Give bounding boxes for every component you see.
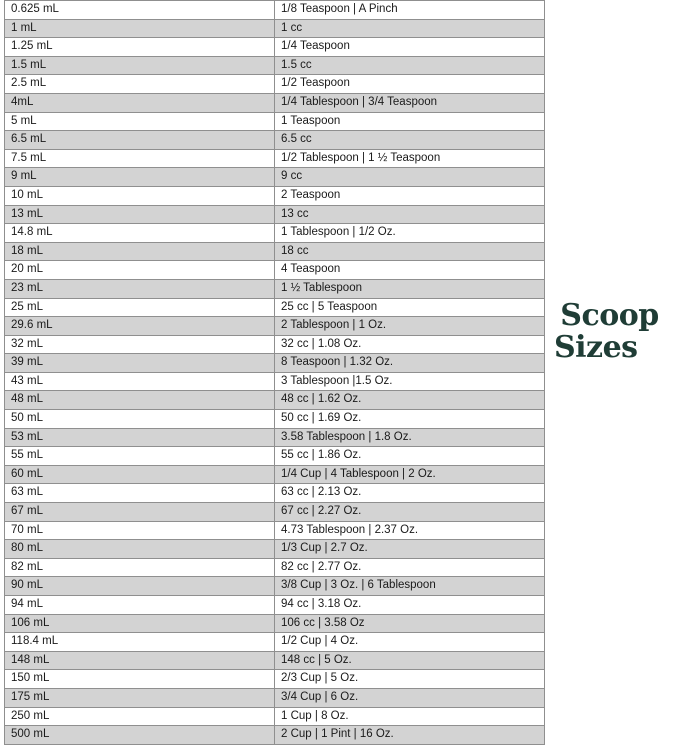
cell-equivalent: 48 cc | 1.62 Oz. bbox=[275, 391, 545, 410]
cell-equivalent: 148 cc | 5 Oz. bbox=[275, 651, 545, 670]
table-row bbox=[5, 186, 545, 205]
cell-equivalent: 2 Cup | 1 Pint | 16 Oz. bbox=[275, 726, 545, 745]
cell-equivalent: 3/4 Cup | 6 Oz. bbox=[275, 688, 545, 707]
table-row bbox=[5, 279, 545, 298]
cell-volume: 82 mL bbox=[5, 558, 275, 577]
cell-volume: 53 mL bbox=[5, 428, 275, 447]
table-row bbox=[5, 577, 545, 596]
table-row bbox=[5, 484, 545, 503]
cell-volume: 63 mL bbox=[5, 484, 275, 503]
cell-volume: 48 mL bbox=[5, 391, 275, 410]
cell-equivalent: 1/4 Cup | 4 Tablespoon | 2 Oz. bbox=[275, 465, 545, 484]
table-row bbox=[5, 149, 545, 168]
cell-equivalent: 63 cc | 2.13 Oz. bbox=[275, 484, 545, 503]
cell-volume: 250 mL bbox=[5, 707, 275, 726]
cell-equivalent: 1/3 Cup | 2.7 Oz. bbox=[275, 540, 545, 559]
cell-equivalent: 1 Cup | 8 Oz. bbox=[275, 707, 545, 726]
cell-volume: 1 mL bbox=[5, 19, 275, 38]
cell-equivalent: 8 Teaspoon | 1.32 Oz. bbox=[275, 354, 545, 373]
table-body bbox=[5, 1, 545, 745]
table-row bbox=[5, 688, 545, 707]
table-row bbox=[5, 726, 545, 745]
table-row bbox=[5, 670, 545, 689]
cell-volume: 500 mL bbox=[5, 726, 275, 745]
cell-equivalent: 6.5 cc bbox=[275, 131, 545, 150]
table-row bbox=[5, 503, 545, 522]
cell-equivalent: 1/2 Teaspoon bbox=[275, 75, 545, 94]
table-row bbox=[5, 707, 545, 726]
cell-volume: 150 mL bbox=[5, 670, 275, 689]
cell-volume: 20 mL bbox=[5, 261, 275, 280]
cell-volume: 2.5 mL bbox=[5, 75, 275, 94]
table-row bbox=[5, 298, 545, 317]
cell-volume: 4mL bbox=[5, 93, 275, 112]
table-row bbox=[5, 335, 545, 354]
cell-equivalent: 50 cc | 1.69 Oz. bbox=[275, 410, 545, 429]
table-row bbox=[5, 19, 545, 38]
cell-equivalent: 4.73 Tablespoon | 2.37 Oz. bbox=[275, 521, 545, 540]
cell-volume: 1.25 mL bbox=[5, 38, 275, 57]
cell-volume: 67 mL bbox=[5, 503, 275, 522]
table-row bbox=[5, 1, 545, 20]
cell-equivalent: 1/2 Tablespoon | 1 ½ Teaspoon bbox=[275, 149, 545, 168]
table-row bbox=[5, 410, 545, 429]
table-row bbox=[5, 596, 545, 615]
table-row bbox=[5, 317, 545, 336]
table-row bbox=[5, 75, 545, 94]
cell-volume: 23 mL bbox=[5, 279, 275, 298]
brand-logo bbox=[540, 300, 679, 364]
cell-volume: 14.8 mL bbox=[5, 224, 275, 243]
cell-volume: 55 mL bbox=[5, 447, 275, 466]
cell-volume: 1.5 mL bbox=[5, 56, 275, 75]
cell-volume: 39 mL bbox=[5, 354, 275, 373]
cell-equivalent: 3.58 Tablespoon | 1.8 Oz. bbox=[275, 428, 545, 447]
cell-equivalent: 94 cc | 3.18 Oz. bbox=[275, 596, 545, 615]
table-row bbox=[5, 56, 545, 75]
cell-volume: 29.6 mL bbox=[5, 317, 275, 336]
cell-volume: 9 mL bbox=[5, 168, 275, 187]
cell-equivalent: 3 Tablespoon |1.5 Oz. bbox=[275, 372, 545, 391]
table-row bbox=[5, 465, 545, 484]
cell-equivalent: 1 Tablespoon | 1/2 Oz. bbox=[275, 224, 545, 243]
cell-volume: 6.5 mL bbox=[5, 131, 275, 150]
scoop-size-table bbox=[4, 0, 545, 745]
cell-equivalent: 3/8 Cup | 3 Oz. | 6 Tablespoon bbox=[275, 577, 545, 596]
cell-volume: 18 mL bbox=[5, 242, 275, 261]
cell-equivalent: 1.5 cc bbox=[275, 56, 545, 75]
table-row bbox=[5, 205, 545, 224]
cell-equivalent: 1 Teaspoon bbox=[275, 112, 545, 131]
cell-equivalent: 2/3 Cup | 5 Oz. bbox=[275, 670, 545, 689]
cell-equivalent: 82 cc | 2.77 Oz. bbox=[275, 558, 545, 577]
cell-equivalent: 1/4 Tablespoon | 3/4 Teaspoon bbox=[275, 93, 545, 112]
cell-equivalent: 9 cc bbox=[275, 168, 545, 187]
cell-equivalent: 1/8 Teaspoon | A Pinch bbox=[275, 1, 545, 20]
table-row bbox=[5, 391, 545, 410]
logo-line-1: Scoop bbox=[560, 298, 659, 333]
cell-volume: 106 mL bbox=[5, 614, 275, 633]
cell-equivalent: 2 Teaspoon bbox=[275, 186, 545, 205]
cell-volume: 25 mL bbox=[5, 298, 275, 317]
cell-equivalent: 1/4 Teaspoon bbox=[275, 38, 545, 57]
table-row bbox=[5, 224, 545, 243]
table-row bbox=[5, 651, 545, 670]
table-row bbox=[5, 354, 545, 373]
cell-volume: 175 mL bbox=[5, 688, 275, 707]
table-row bbox=[5, 614, 545, 633]
cell-equivalent: 25 cc | 5 Teaspoon bbox=[275, 298, 545, 317]
cell-volume: 5 mL bbox=[5, 112, 275, 131]
table-row bbox=[5, 558, 545, 577]
table-row bbox=[5, 521, 545, 540]
cell-volume: 90 mL bbox=[5, 577, 275, 596]
cell-volume: 94 mL bbox=[5, 596, 275, 615]
table-row bbox=[5, 242, 545, 261]
table-row bbox=[5, 168, 545, 187]
cell-volume: 13 mL bbox=[5, 205, 275, 224]
cell-equivalent: 1/2 Cup | 4 Oz. bbox=[275, 633, 545, 652]
cell-equivalent: 32 cc | 1.08 Oz. bbox=[275, 335, 545, 354]
table-row bbox=[5, 261, 545, 280]
cell-volume: 118.4 mL bbox=[5, 633, 275, 652]
cell-volume: 80 mL bbox=[5, 540, 275, 559]
cell-equivalent: 1 ½ Tablespoon bbox=[275, 279, 545, 298]
cell-volume: 10 mL bbox=[5, 186, 275, 205]
cell-equivalent: 2 Tablespoon | 1 Oz. bbox=[275, 317, 545, 336]
table-row bbox=[5, 540, 545, 559]
table-row bbox=[5, 447, 545, 466]
cell-equivalent: 67 cc | 2.27 Oz. bbox=[275, 503, 545, 522]
cell-equivalent: 1 cc bbox=[275, 19, 545, 38]
cell-equivalent: 13 cc bbox=[275, 205, 545, 224]
cell-equivalent: 55 cc | 1.86 Oz. bbox=[275, 447, 545, 466]
table-row bbox=[5, 372, 545, 391]
cell-volume: 50 mL bbox=[5, 410, 275, 429]
cell-volume: 60 mL bbox=[5, 465, 275, 484]
cell-equivalent: 18 cc bbox=[275, 242, 545, 261]
table-row bbox=[5, 131, 545, 150]
cell-volume: 0.625 mL bbox=[5, 1, 275, 20]
table-row bbox=[5, 633, 545, 652]
cell-volume: 32 mL bbox=[5, 335, 275, 354]
cell-volume: 70 mL bbox=[5, 521, 275, 540]
cell-volume: 148 mL bbox=[5, 651, 275, 670]
cell-volume: 7.5 mL bbox=[5, 149, 275, 168]
table-row bbox=[5, 112, 545, 131]
cell-equivalent: 106 cc | 3.58 Oz bbox=[275, 614, 545, 633]
table-row bbox=[5, 428, 545, 447]
cell-equivalent: 4 Teaspoon bbox=[275, 261, 545, 280]
logo-line-2: Sizes bbox=[554, 330, 638, 365]
table-row bbox=[5, 38, 545, 57]
table-row bbox=[5, 93, 545, 112]
cell-volume: 43 mL bbox=[5, 372, 275, 391]
